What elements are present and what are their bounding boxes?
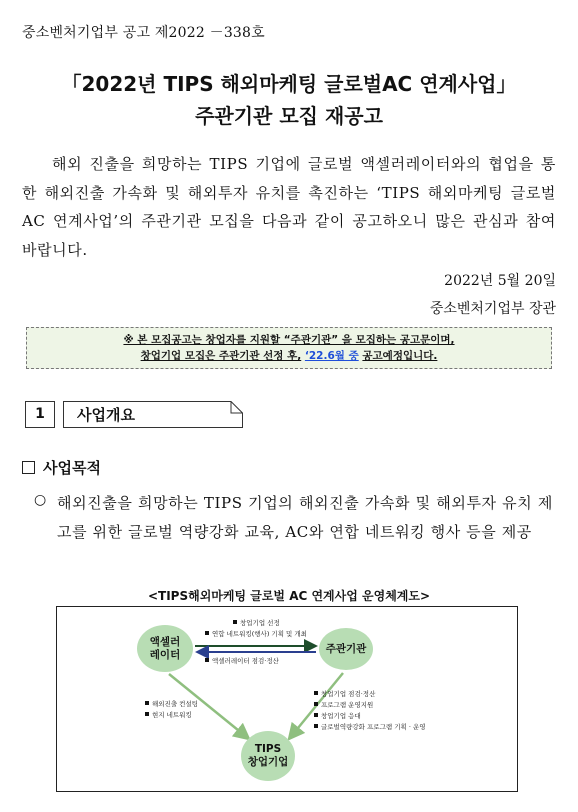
section-number: 1 <box>25 401 55 428</box>
notice-line1: ※ 본 모집공고는 창업자를 지원할 “주관기관” 을 모집하는 공고문이며, <box>123 334 455 346</box>
page-title: ｢2022년 TIPS 해외마케팅 글로벌AC 연계사업｣ <box>71 72 507 96</box>
startup-node: TIPS 창업기업 <box>241 731 295 781</box>
subheading-text: 사업목적 <box>43 459 101 477</box>
notice-number: 중소벤처기업부 공고 제2022 －338호 <box>22 25 265 41</box>
notice-line2b: ‘22.6월 중 <box>304 350 359 362</box>
notice-line2c: 공고예정입니다. <box>362 350 438 362</box>
section-title: 사업개요 <box>77 406 135 424</box>
host-to-ac-label: 액셀러레이터 점검·정산 <box>205 656 279 667</box>
figure-caption: <TIPS해외마케팅 글로벌 AC 연계사업 운영체계도> <box>147 589 431 603</box>
accelerator-node: 액셀러 레이터 <box>137 625 193 672</box>
ac-to-startup-labels: 해외진출 컨설팅 현지 네트워킹 <box>145 699 198 721</box>
ac-to-host-labels: 창업기업 선정 연합 네트워킹(행사) 기획 및 개최 <box>233 618 307 640</box>
checkbox-square-icon <box>22 461 35 474</box>
org-diagram <box>56 606 518 792</box>
subheading <box>22 457 101 478</box>
host-institution-node: 주관기관 <box>319 628 373 670</box>
host-to-startup-labels: 창업기업 점검·정산 프로그램 운영지원 창업기업 응대 글로벌역량강화 프로그램 기획 · 운영 <box>314 689 426 733</box>
issuer-name: 중소벤처기업부 장관 <box>429 301 556 317</box>
bullet-circle-icon: ○ <box>34 492 47 508</box>
notice-box <box>26 327 552 369</box>
intro-paragraph: 해외 진출을 희망하는 TIPS 기업에 글로벌 액셀러레이터와의 협업을 통한 해외진출 가속화 및 해외투자 유치를 촉진하는 ‘TIPS 해외마케팅 글로벌AC 연계사업’의 주관기관 모집을 다음과 같이 공고하오니 많은 관심과 참여 바랍니다. <box>22 155 556 259</box>
page-subtitle: 주관기관 모집 재공고 <box>195 104 383 128</box>
notice-date: 2022년 5월 20일 <box>444 273 556 289</box>
purpose-paragraph: 해외진출을 희망하는 TIPS 기업의 해외진출 가속화 및 해외투자 유치 제고를 위한 글로벌 역량강화 교육, AC와 연합 네트워킹 행사 등을 제공 <box>57 494 553 541</box>
notice-line2a: 창업기업 모집은 주관기관 선정 후, <box>140 350 302 362</box>
